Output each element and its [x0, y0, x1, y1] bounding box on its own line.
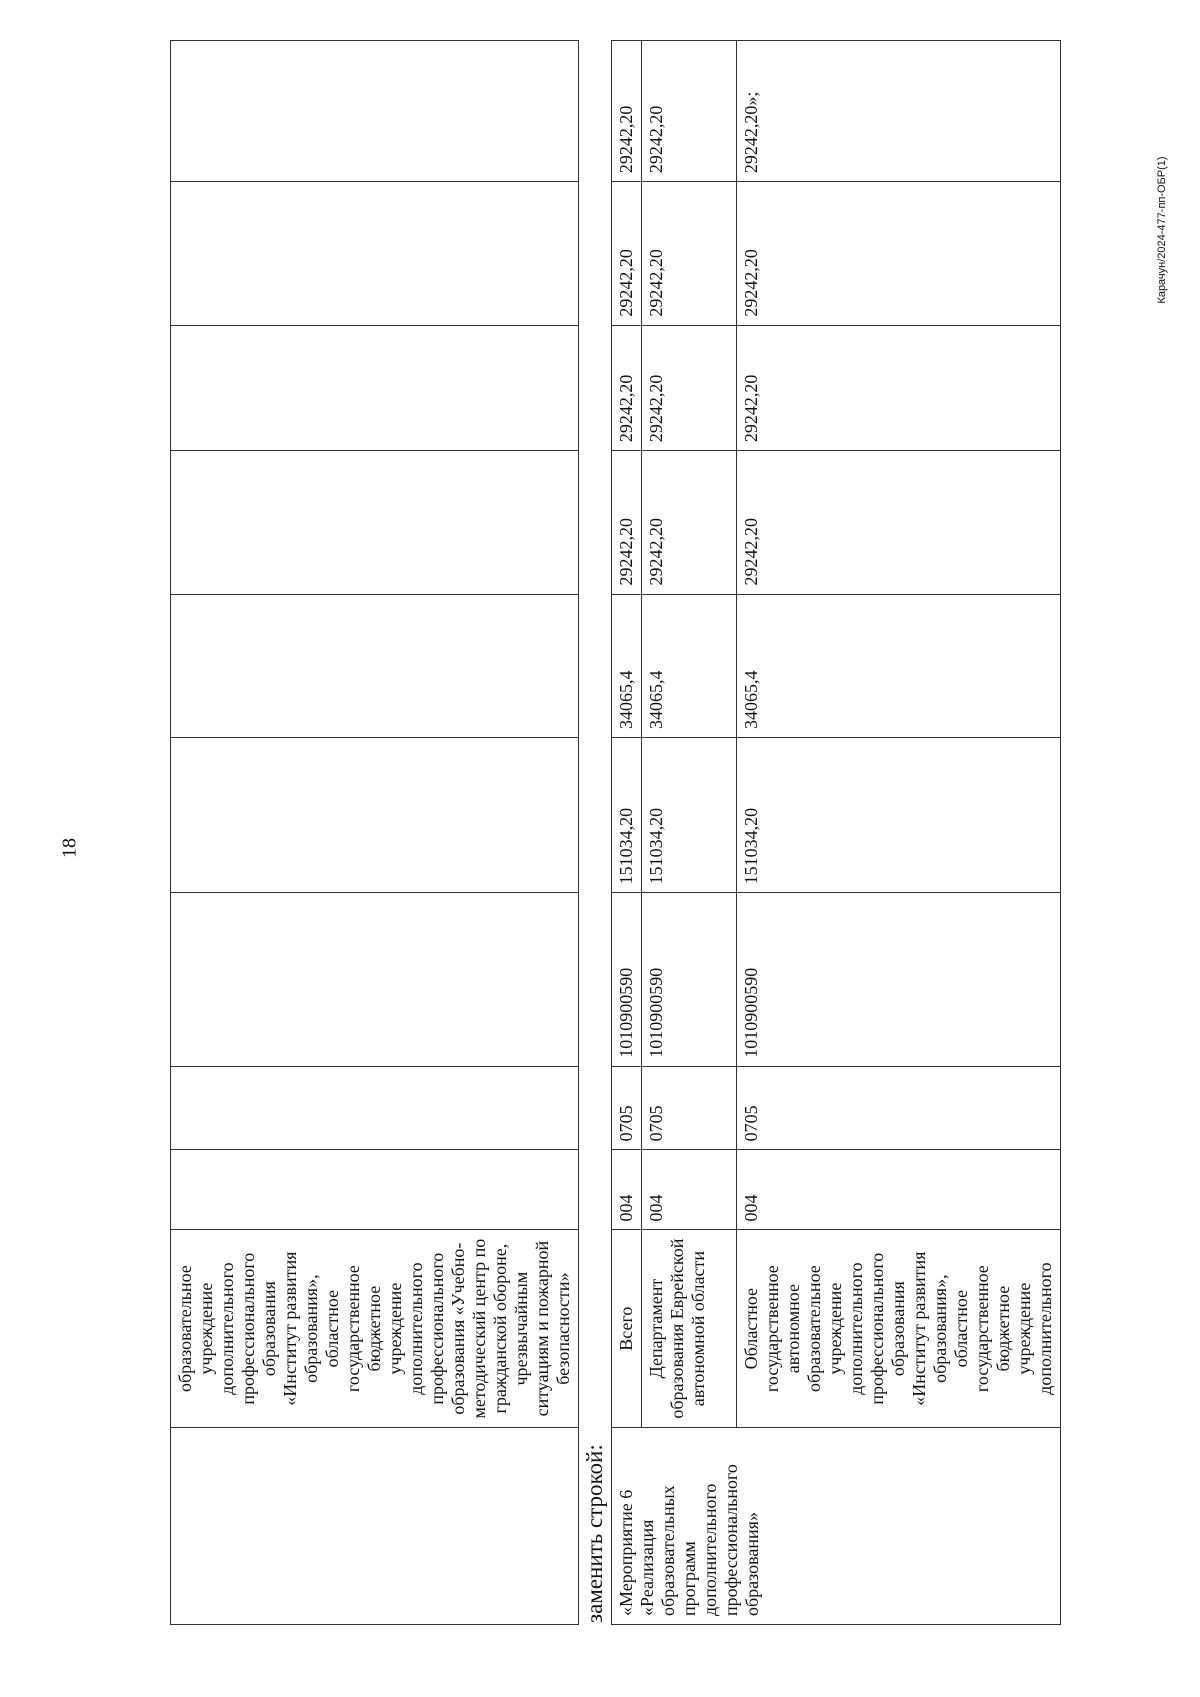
rotated-page-content	[170, 40, 1115, 1625]
continuation-executor-cell: образовательное учреждение дополнительного профессионального образования «Институт развития образования», областное государственное бюджетное учреждение дополнительного профессионального образования «Учебно-методический центр по гражданской обороне, чрезвычайным ситуациям и пожарной безопасности»	[171, 1230, 579, 1427]
continuation-total-cell	[171, 738, 579, 893]
executor-cell: Департамент образования Еврейской автономной области	[642, 1230, 737, 1427]
continuation-y2-cell	[171, 451, 579, 594]
continuation-y3-cell	[171, 325, 579, 451]
total-cell: 151034,20	[642, 738, 737, 893]
rz-cell: 0705	[737, 1066, 1061, 1150]
continuation-grbs-cell	[171, 1150, 579, 1230]
year1-cell: 34065,4	[737, 594, 1061, 737]
grbs-cell: 004	[737, 1150, 1061, 1230]
year1-cell: 34065,4	[612, 594, 642, 737]
continuation-y1-cell	[171, 594, 579, 737]
year2-cell: 29242,20	[737, 451, 1061, 594]
continuation-table	[170, 40, 579, 1625]
document-code: Карачун/2024-477-пп-ОБР(1)	[1156, 156, 1168, 304]
year2-cell: 29242,20	[612, 451, 642, 594]
csr-cell: 1010900590	[737, 893, 1061, 1066]
continuation-measure-cell	[171, 1427, 579, 1624]
total-cell: 151034,20	[612, 738, 642, 893]
year4-cell: 29242,20	[642, 182, 737, 325]
csr-cell: 1010900590	[612, 893, 642, 1066]
rz-cell: 0705	[642, 1066, 737, 1150]
year1-cell: 34065,4	[642, 594, 737, 737]
continuation-y5-cell	[171, 41, 579, 182]
year5-cell: 29242,20	[612, 41, 642, 182]
executor-cell: Областное государственное автономное образовательное учреждение дополнительного профессионального образования «Институт развития образования», областное государственное бюджетное учреждение дополнительного	[737, 1230, 1061, 1427]
year3-cell: 29242,20	[612, 325, 642, 451]
measure-cell: «Мероприятие 6 «Реализация образовательных программ дополнительного профессионального образования»	[612, 1427, 1061, 1624]
continuation-csr-cell	[171, 893, 579, 1066]
grbs-cell: 004	[612, 1150, 642, 1230]
year5-cell: 29242,20	[642, 41, 737, 182]
rz-cell: 0705	[612, 1066, 642, 1150]
year3-cell: 29242,20	[642, 325, 737, 451]
year4-cell: 29242,20	[612, 182, 642, 325]
total-cell: 151034,20	[737, 738, 1061, 893]
continuation-rz-cell	[171, 1066, 579, 1150]
grbs-cell: 004	[642, 1150, 737, 1230]
replace-caption: заменить строкой:	[582, 1444, 607, 1623]
year4-cell: 29242,20	[737, 182, 1061, 325]
continuation-y4-cell	[171, 182, 579, 325]
replacement-table	[611, 40, 1061, 1625]
page-number: 18	[58, 838, 81, 858]
executor-cell: Всего	[612, 1230, 642, 1427]
csr-cell: 1010900590	[642, 893, 737, 1066]
year2-cell: 29242,20	[642, 451, 737, 594]
year5-cell: 29242,20»;	[737, 41, 1061, 182]
year3-cell: 29242,20	[737, 325, 1061, 451]
